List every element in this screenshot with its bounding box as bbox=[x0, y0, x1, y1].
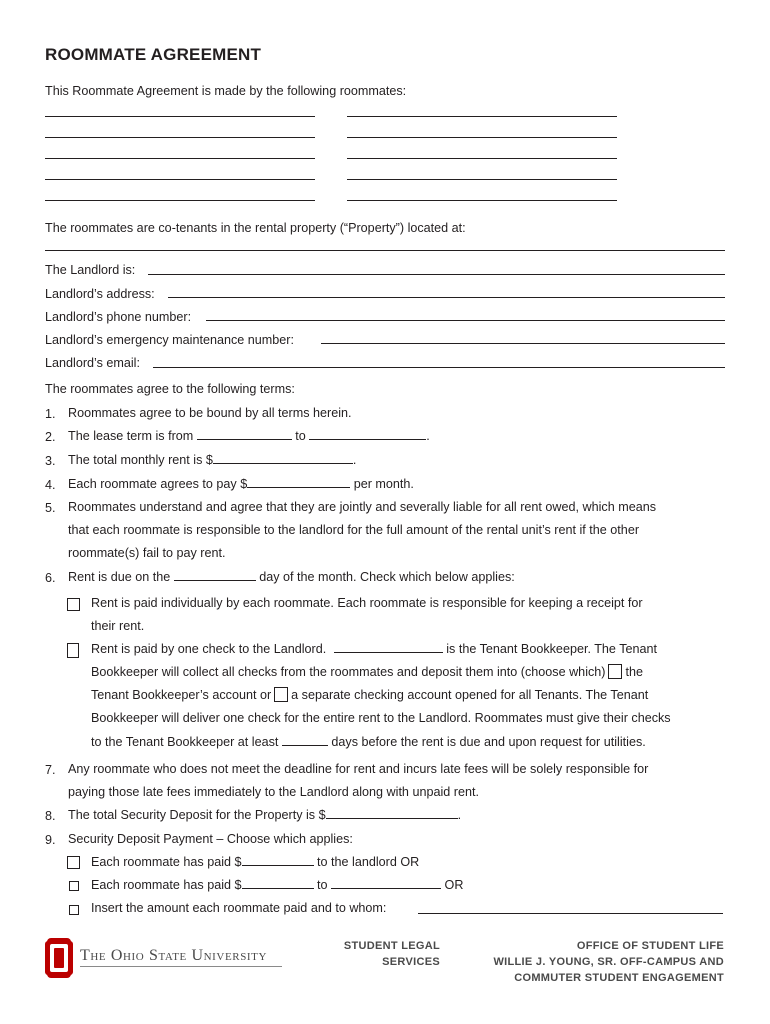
roommate-name-line[interactable] bbox=[45, 116, 315, 117]
office-of-student-life: OFFICE OF STUDENT LIFE WILLIE J. YOUNG, SR. OFF-CAMPUS AND COMMUTER STUDENT ENGAGEMENT bbox=[493, 940, 724, 984]
rent-due-day-field[interactable] bbox=[174, 569, 256, 581]
term-8: The total Security Deposit for the Property is $ . bbox=[68, 808, 462, 822]
term-7-line: paying those late fees immediately to the Landlord along with unpaid rent. bbox=[68, 785, 479, 799]
term-number: 1. bbox=[45, 407, 56, 421]
roommate-name-line[interactable] bbox=[45, 158, 315, 159]
individual-payment-checkbox[interactable] bbox=[67, 598, 80, 611]
property-text: The roommates are co-tenants in the rental property (“Property”) located at: bbox=[45, 221, 466, 235]
roommate-name-line[interactable] bbox=[347, 137, 617, 138]
separate-account-checkbox[interactable] bbox=[274, 687, 288, 702]
landlord-name-label: The Landlord is: bbox=[45, 263, 136, 277]
roommate-name-line[interactable] bbox=[347, 179, 617, 180]
terms-intro: The roommates agree to the following terms: bbox=[45, 382, 295, 396]
deposit-details-line[interactable] bbox=[418, 913, 723, 914]
term-number: 2. bbox=[45, 430, 56, 444]
lease-end-field[interactable] bbox=[309, 428, 426, 440]
term-2: The lease term is from to . bbox=[68, 429, 430, 443]
option-text: Rent is paid individually by each roommate. Each roommate is responsible for keeping a receipt for bbox=[91, 596, 643, 610]
landlord-name-line[interactable] bbox=[148, 274, 725, 275]
landlord-email-line[interactable] bbox=[153, 367, 725, 368]
bookkeeper-account-checkbox[interactable] bbox=[608, 664, 622, 679]
option-text: Tenant Bookkeeper’s account or a separate checking account opened for all Tenants. The Tenant bbox=[91, 688, 649, 702]
deposit-recipient-field[interactable] bbox=[331, 877, 441, 889]
term-4: Each roommate agrees to pay $ per month. bbox=[68, 477, 414, 491]
per-roommate-rent-field[interactable] bbox=[247, 476, 350, 488]
term-number: 4. bbox=[45, 478, 56, 492]
university-name: The Ohio State University bbox=[80, 947, 268, 964]
deposit-option-2-checkbox[interactable] bbox=[69, 881, 79, 891]
landlord-address-line[interactable] bbox=[168, 297, 725, 298]
landlord-address-label: Landlord’s address: bbox=[45, 287, 155, 301]
term-1: Roommates agree to be bound by all terms herein. bbox=[68, 406, 352, 420]
intro-text: This Roommate Agreement is made by the following roommates: bbox=[45, 84, 407, 98]
option-text: Each roommate has paid $ to the landlord OR bbox=[91, 855, 420, 869]
term-9: Security Deposit Payment – Choose which applies: bbox=[68, 832, 353, 846]
deposit-amount-field[interactable] bbox=[242, 877, 314, 889]
term-7-line: Any roommate who does not meet the deadline for rent and incurs late fees will be solely responsible for bbox=[68, 762, 649, 776]
landlord-emergency-line[interactable] bbox=[321, 343, 725, 344]
roommate-name-line[interactable] bbox=[347, 200, 617, 201]
deposit-option-1-checkbox[interactable] bbox=[67, 856, 80, 869]
roommate-name-line[interactable] bbox=[347, 158, 617, 159]
option-text: Bookkeeper will deliver one check for the entire rent to the Landlord. Roommates must give their checks bbox=[91, 711, 671, 725]
term-number: 9. bbox=[45, 833, 56, 847]
landlord-emergency-label: Landlord’s emergency maintenance number: bbox=[45, 333, 294, 347]
days-before-field[interactable] bbox=[282, 734, 328, 746]
logo-underline bbox=[80, 966, 282, 967]
term-5-line: Roommates understand and agree that they are jointly and severally liable for all rent owed, which means bbox=[68, 500, 657, 514]
term-number: 8. bbox=[45, 809, 56, 823]
term-number: 5. bbox=[45, 501, 56, 515]
deposit-amount-field[interactable] bbox=[242, 854, 314, 866]
term-number: 3. bbox=[45, 454, 56, 468]
term-5-line: that each roommate is responsible to the landlord for the full amount of the rental unit’s rent if the other bbox=[68, 523, 640, 537]
option-text: Bookkeeper will collect all checks from the roommates and deposit them into (choose which) the bbox=[91, 665, 643, 679]
tenant-bookkeeper-field[interactable] bbox=[334, 641, 443, 653]
option-text: Each roommate has paid $ to OR bbox=[91, 878, 464, 892]
page-title: ROOMMATE AGREEMENT bbox=[45, 45, 262, 64]
term-3: The total monthly rent is $ . bbox=[68, 453, 357, 467]
monthly-rent-field[interactable] bbox=[213, 452, 353, 464]
option-text: their rent. bbox=[91, 619, 145, 633]
option-text: Insert the amount each roommate paid and to whom: bbox=[91, 901, 387, 915]
property-address-line[interactable] bbox=[45, 250, 725, 251]
term-5-line: roommate(s) fail to pay rent. bbox=[68, 546, 226, 560]
osu-block-o-logo bbox=[45, 938, 73, 983]
term-number: 6. bbox=[45, 571, 56, 585]
single-check-checkbox[interactable] bbox=[67, 643, 79, 658]
roommate-name-line[interactable] bbox=[45, 200, 315, 201]
term-number: 7. bbox=[45, 763, 56, 777]
roommate-name-line[interactable] bbox=[347, 116, 617, 117]
deposit-option-3-checkbox[interactable] bbox=[69, 905, 79, 915]
roommate-name-line[interactable] bbox=[45, 179, 315, 180]
roommate-name-line[interactable] bbox=[45, 137, 315, 138]
lease-start-field[interactable] bbox=[197, 428, 292, 440]
option-text: Rent is paid by one check to the Landlord. is the Tenant Bookkeeper. The Tenant bbox=[91, 642, 658, 656]
security-deposit-field[interactable] bbox=[326, 807, 458, 819]
landlord-phone-line[interactable] bbox=[206, 320, 725, 321]
option-text: to the Tenant Bookkeeper at least days before the rent is due and upon request for utilities. bbox=[91, 735, 646, 749]
landlord-phone-label: Landlord’s phone number: bbox=[45, 310, 192, 324]
term-6: Rent is due on the day of the month. Check which below applies: bbox=[68, 570, 515, 584]
student-legal-services: STUDENT LEGAL SERVICES bbox=[343, 940, 440, 968]
landlord-email-label: Landlord’s email: bbox=[45, 356, 140, 370]
